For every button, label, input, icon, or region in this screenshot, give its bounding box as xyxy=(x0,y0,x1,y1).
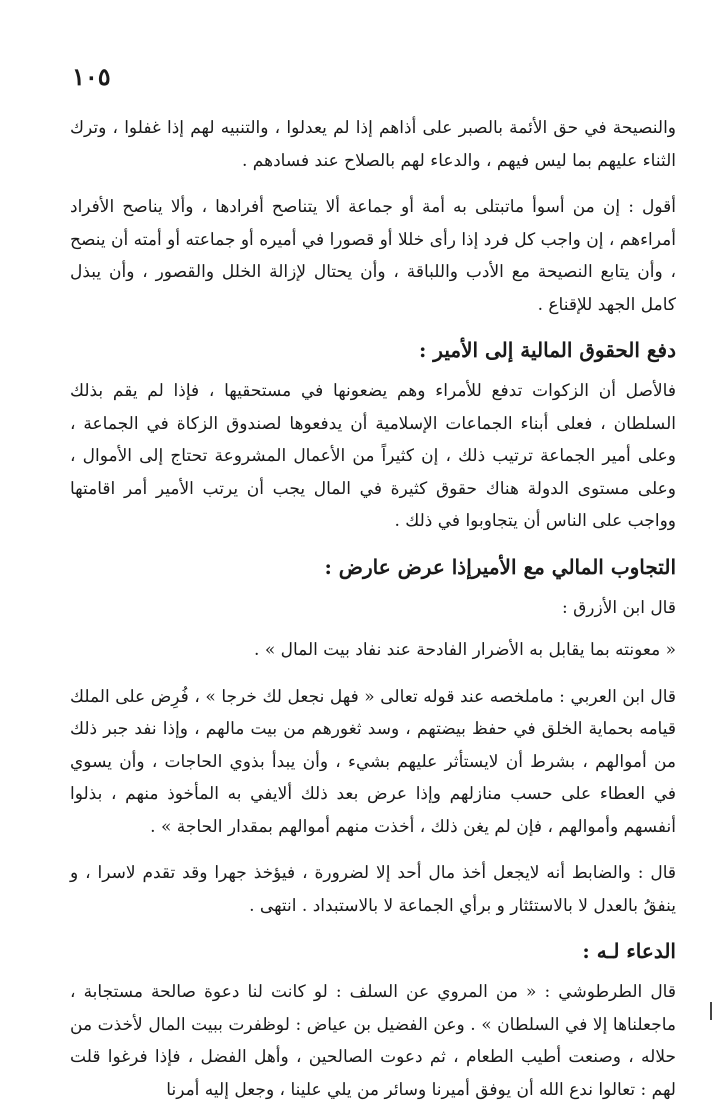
paragraph-ibn-azraq: قال ابن الأزرق : xyxy=(561,597,676,618)
quote-ibn-azraq: « معونته بما يقابل به الأضرار الفادحة عند نفاد بيت المال » . xyxy=(254,640,676,660)
paragraph-zakat: فالأصل أن الزكوات تدفع للأمراء وهم يضعونها في مستحقيها ، فإذا لم يقم بذلك السلطان ، فعلى أبناء الجماعات الإسلامية أن يدفعوها لصندوق الزكاة في الجماعة ، وعلى أمير الجماعة ترتيب ذلك ، إن كثيراً من الأعمال المشروعة تحتاج إلى الأموال ، وعلى مستوى الدولة هناك حقوق كثيرة في المال يجب أن يرتب الأمير أمر اقامتها وواجب على الناس أن يتجاوبوا في ذلك . xyxy=(70,381,676,531)
paragraph-dabit: قال : والضابط أنه لايجعل أخذ مال أحد إلا لضرورة ، فيؤخذ جهرا وقد تقدم لاسرا ، و ينفقُ بالعدل لا بالاستئثار و برأي الجماعة لا بالاستبداد . انتهى . xyxy=(70,863,676,916)
paragraph-aqul: أقول : إن من أسوأ ماتبتلى به أمة أو جماعة ألا يتناصح أفرادها ، وألا يناصح الأفراد أمراءهم ، إن واجب كل فرد إذا رأى خللا أو قصورا في أميره أو جماعته أو أمته أن ينصح ، وأن يتابع النصيحة مع الأدب واللباقة ، وأن يحتال لإزالة الخلل والقصور ، وأن يبذل كامل الجهد للإقناع . xyxy=(70,197,676,315)
heading-supplication: الدعاء لـه : xyxy=(582,939,676,963)
heading-financial-response: التجاوب المالي مع الأميرإذا عرض عارض : xyxy=(324,554,676,579)
margin-mark xyxy=(710,1002,712,1020)
paragraph-turtushi: قال الطرطوشي : « من المروي عن السلف : لو كانت لنا دعوة صالحة مستجابة ، ماجعلناها إلا في السلطان » . وعن الفضيل بن عياض : لوظفرت ببيت المال لأخذت من حلاله ، وصنعت أطيب الطعام ، ثم دعوت الصالحين ، وأهل الفضل ، فإذا فرغوا قلت لهم : تعالوا ندع الله أن يوفق أميرنا وسائر من يلي علينا ، وجعل إليه أمرنا xyxy=(70,982,676,1100)
heading-financial-rights: دفع الحقوق المالية إلى الأمير : xyxy=(418,338,676,362)
paragraph-ibn-arabi: قال ابن العربي : ماملخصه عند قوله تعالى « فهل نجعل لك خرجا » ، فُرِض على الملك قيامه بحماية الخلق في حفظ بيضتهم ، وسد ثغورهم من بيت مالهم ، وإذا نفد جبر ذلك من أموالهم ، بشرط أن لايستأثر عليهم بشيء ، وأن يبدأ بذوي الحاجات ، وأن يسوي في العطاء على حسب منازلهم وإذا عرض بعد ذلك ألايفي به المأخوذ منهم ، بذلوا أنفسهم وأموالهم ، فإن لم يغن ذلك ، أخذت منهم أموالهم بمقدار الحاجة » . xyxy=(70,686,676,837)
paragraph-advice-imams: والنصيحة في حق الأئمة بالصبر على أذاهم إذا لم يعدلوا ، والتنبيه لهم إذا غفلوا ، وترك الثناء عليهم بما ليس فيهم ، والدعاء لهم بالصلاح عند فسادهم . xyxy=(70,118,676,171)
page-content xyxy=(70,112,676,1106)
page-number: ١٠٥ xyxy=(72,62,111,91)
